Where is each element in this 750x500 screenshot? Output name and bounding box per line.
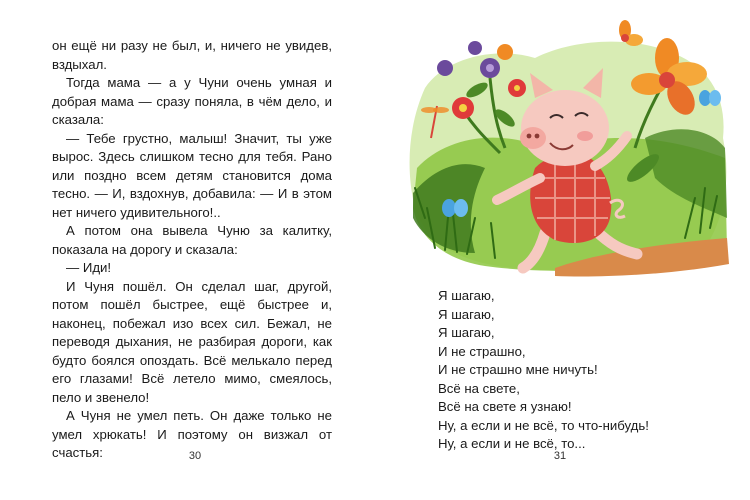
poem-line: И не страшно мне ничуть! (438, 362, 598, 377)
poem-line: Ну, а если и не всё, то... (438, 436, 586, 451)
poem (438, 287, 738, 454)
paragraph-5: — Иди! (66, 260, 112, 275)
poem-line: Я шагаю, (438, 288, 495, 303)
paragraph-6: И Чуня пошёл. Он сделал шаг, другой, потом пошёл быстрее, ещё быстрее и, наконец, побежал изо всех сил. Бежал, не переводя дыхания, не разбирая дороги, как будто боялся опоздать. Всё мелькало перед его глазами! Всё летело мимо, смеялось, пело и звенело! (52, 278, 332, 405)
poem-line: Всё на свете, (438, 380, 520, 396)
paragraph-1: он ещё ни разу не был, и, ничего не увидев, вздыхал. (52, 38, 332, 72)
poem-line: И не страшно, (438, 343, 526, 359)
paragraph-2: Тогда мама — а у Чуни очень умная и добрая мама — сразу поняла, в чём дело, и сказала: (52, 75, 332, 127)
paragraph-4: А потом она вывела Чуню за калитку, показала на дорогу и сказала: (52, 223, 332, 257)
piglet-illustration (405, 18, 735, 280)
paragraph-3: — Тебе грустно, малыш! Значит, ты уже вырос. Здесь слишком тесно для тебя. Рано или поздно всем детям становится дома тесно. — И, вздохнув, добавила: — И в этом нет ничего удивительного!.. (52, 130, 332, 220)
poem-line: Всё на свете я узнаю! (438, 399, 572, 414)
poem-line: Я шагаю, (438, 325, 495, 340)
story-text (52, 37, 332, 463)
poem-line: Ну, а если и не всё, то что-нибудь! (438, 417, 649, 433)
right-page (375, 0, 750, 500)
poem-line: Я шагаю, (438, 306, 495, 322)
page-number-left: 30 (188, 450, 202, 462)
page-number-right: 31 (553, 450, 567, 462)
paragraph-7: А Чуня не умел петь. Он даже только не умел хрюкать! И поэтому он визжал от счастья: (52, 408, 332, 460)
